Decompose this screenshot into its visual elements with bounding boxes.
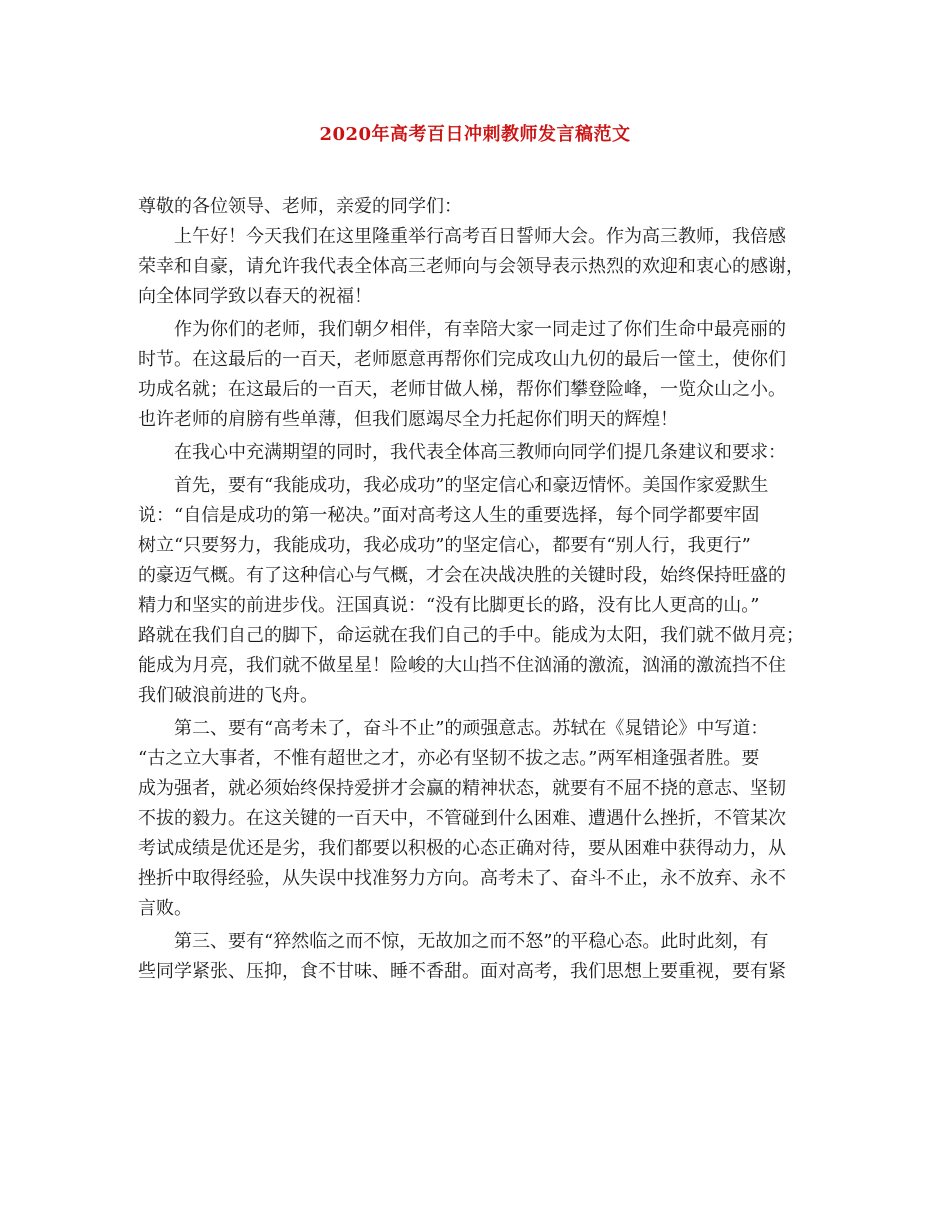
paragraph-line: 路就在我们自己的脚下，命运就在我们自己的手中。能成为太阳，我们就不做月亮； <box>138 625 804 646</box>
paragraph-line: 荣幸和自豪，请允许我代表全体高三老师向与会领导表示热烈的欢迎和衷心的感谢， <box>138 256 804 277</box>
paragraph-line: 的豪迈气概。有了这种信心与气概，才会在决战决胜的关键时段，始终保持旺盛的 <box>138 565 786 586</box>
paragraph-line: 作为你们的老师，我们朝夕相伴，有幸陪大家一同走过了你们生命中最亮丽的 <box>174 319 786 340</box>
paragraph-line: 在我心中充满期望的同时，我代表全体高三教师向同学们提几条建议和要求： <box>174 442 786 463</box>
paragraph-line: 时节。在这最后的一百天，老师愿意再帮你们完成攻山九仞的最后一筐土，使你们 <box>138 349 786 370</box>
paragraph-line: 上午好！今天我们在这里隆重举行高考百日誓师大会。作为高三教师，我倍感 <box>174 226 786 247</box>
paragraph-line: 精力和坚实的前进步伐。汪国真说：“没有比脚更长的路，没有比人更高的山。” <box>138 595 760 616</box>
paragraph-line: 功成名就；在这最后的一百天，老师甘做人梯，帮你们攀登险峰，一览众山之小。 <box>138 379 786 400</box>
paragraph-line: 成为强者，就必须始终保持爱拼才会赢的精神状态，就要有不屈不挠的意志、坚韧 <box>138 778 786 799</box>
paragraph-line: 也许老师的肩膀有些单薄，但我们愿竭尽全力托起你们明天的辉煌！ <box>138 409 678 430</box>
paragraph-line: 树立“只要努力，我能成功，我必成功”的坚定信心，都要有“别人行，我更行” <box>138 535 751 556</box>
paragraph-line: 首先，要有“我能成功，我必成功”的坚定信心和豪迈情怀。美国作家爱默生 <box>174 475 769 496</box>
salutation-line: 尊敬的各位领导、老师，亲爱的同学们： <box>138 196 462 217</box>
paragraph-line: 些同学紧张、压抑，食不甘味、睡不香甜。面对高考，我们思想上要重视，要有紧 <box>138 961 786 982</box>
paragraph-line: 我们破浪前进的飞舟。 <box>138 685 318 706</box>
document-title: 2020年高考百日冲刺教师发言稿范文 <box>319 124 631 145</box>
paragraph-line: 言败。 <box>138 898 192 919</box>
document-body <box>138 192 828 987</box>
paragraph-line: 挫折中取得经验，从失误中找准努力方向。高考未了、奋斗不止，永不放弃、永不 <box>138 868 786 889</box>
paragraph-line: 向全体同学致以春天的祝福！ <box>138 286 372 307</box>
paragraph-line: 考试成绩是优还是劣，我们都要以积极的心态正确对待，要从困难中获得动力，从 <box>138 838 786 859</box>
paragraph-line: 第二、要有“高考未了，奋斗不止”的顽强意志。苏轼在《晁错论》中写道： <box>174 718 769 739</box>
paragraph-line: 能成为月亮，我们就不做星星！险峻的大山挡不住汹涌的激流，汹涌的激流挡不住 <box>138 655 786 676</box>
paragraph-line: 不拔的毅力。在这关键的一百天中，不管碰到什么困难、遭遇什么挫折，不管某次 <box>138 808 786 829</box>
paragraph-line: “古之立大事者，不惟有超世之才，亦必有坚韧不拔之志。”两军相逢强者胜。要 <box>138 748 760 769</box>
paragraph-line: 说：“自信是成功的第一秘决。”面对高考这人生的重要选择，每个同学都要牢固 <box>138 505 760 526</box>
paragraph-line: 第三、要有“猝然临之而不惊，无故加之而不怒”的平稳心态。此时此刻，有 <box>174 931 769 952</box>
